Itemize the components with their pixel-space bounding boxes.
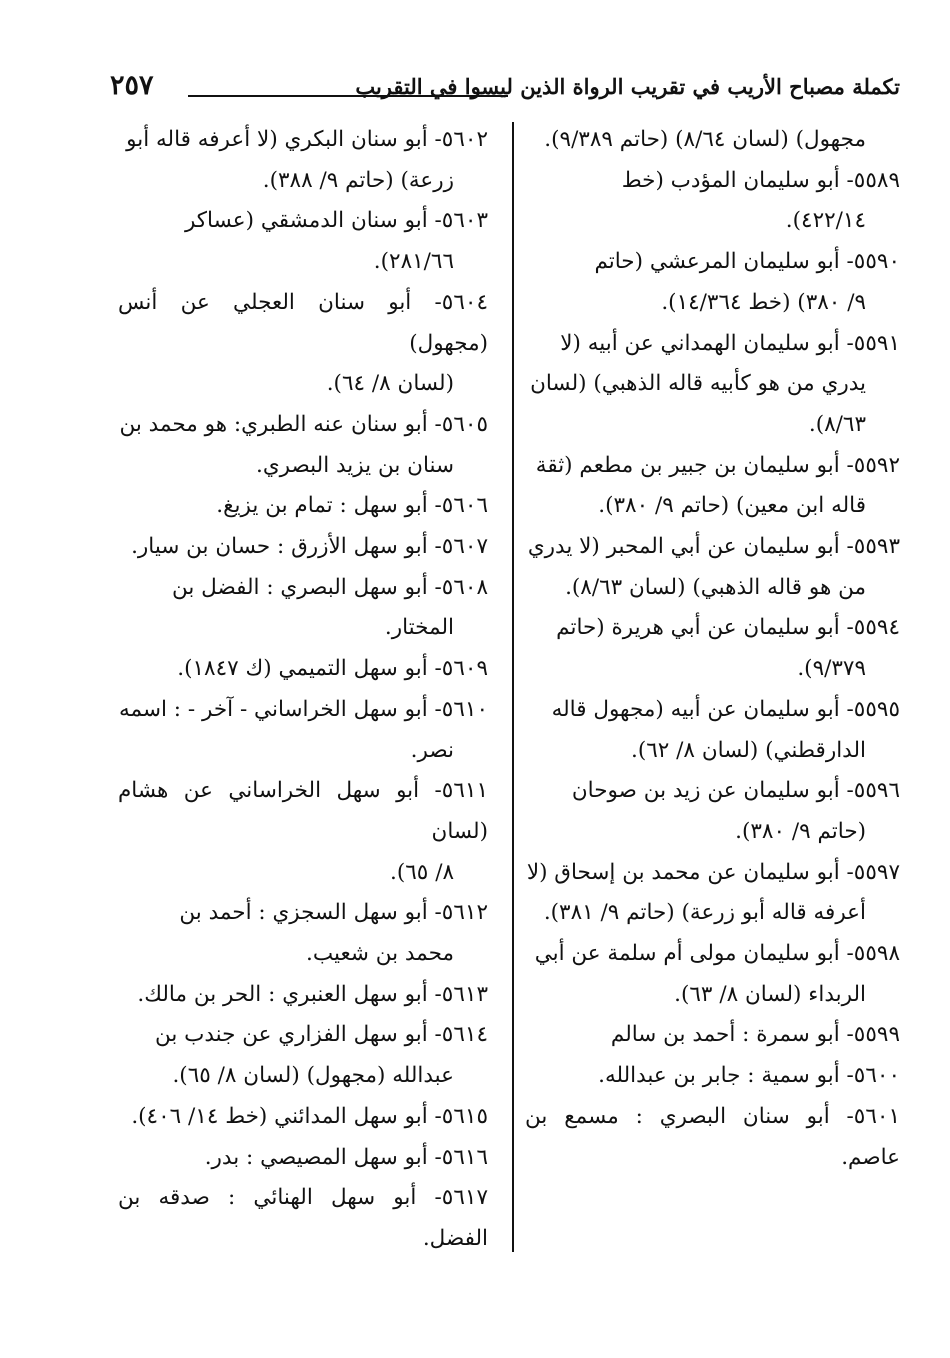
entry xyxy=(118,1015,488,1096)
entry-line: ٥٦١٧- أبو سهل الهنائي : صدقه بن الفضل. xyxy=(118,1185,488,1251)
entry-line: سنان بن يزيد البصري. xyxy=(256,452,454,478)
entry xyxy=(525,690,900,771)
entry xyxy=(118,1178,488,1259)
entry-line: نصر. xyxy=(410,737,454,763)
entry xyxy=(525,771,900,852)
entry-line: ٨/ ٦٥). xyxy=(390,859,454,885)
entry-line: ٥٥٩٥- أبو سليمان عن أبيه (مجهول قاله xyxy=(551,696,900,722)
entry xyxy=(525,242,900,323)
entry xyxy=(525,853,900,934)
entry-line: ٥٥٩١- أبو سليمان الهمداني عن أبيه (لا xyxy=(560,330,900,356)
column-divider xyxy=(512,122,514,1252)
entry-line: ٥٥٩٤- أبو سليمان عن أبي هريرة (حاتم xyxy=(556,615,900,641)
entry xyxy=(118,893,488,974)
entry-line: ٤٢٢/١٤). xyxy=(785,208,866,234)
entry-line: محمد بن شعيب. xyxy=(306,941,454,967)
entry-line: ٥٦١٤- أبو سهل الفزاري عن جندب بن xyxy=(154,1022,488,1048)
entry xyxy=(118,771,488,893)
entry-line: زرعة) (حاتم ٩/ ٣٨٨). xyxy=(262,167,454,193)
entry xyxy=(118,527,488,568)
entry xyxy=(525,1056,900,1097)
entry-line: الدارقطني) (لسان ٨/ ٦٢). xyxy=(631,737,866,763)
entry-line: ٥٦٠٩- أبو سهل التميمي (ك ١٨٤٧). xyxy=(177,656,488,682)
entry xyxy=(525,161,900,242)
entry xyxy=(118,283,488,405)
entry-line: ٥٦٠٨- أبو سهل البصري : الفضل بن xyxy=(171,574,488,600)
entry-line: ٥٦٠٤- أبو سنان العجلي عن أنس (مجهول) xyxy=(118,289,488,356)
entry-line: ٥٥٩٨- أبو سليمان مولى أم سلمة عن أبي xyxy=(534,941,900,967)
entry-line: ٥٦٠٣- أبو سنان الدمشقي (عساكر xyxy=(184,208,488,234)
entry-line: (لسان ٨/ ٦٤). xyxy=(326,371,454,397)
running-header xyxy=(110,68,900,118)
entry-line: ٥٥٩٢- أبو سليمان بن جبير بن مطعم (ثقة xyxy=(535,452,900,478)
entry xyxy=(118,690,488,771)
entry-line: ٥٥٩٩- أبو سمرة : أحمد بن سالم xyxy=(610,1022,900,1048)
entry-line: ٥٦١٦- أبو سهل المصيصي : بدر. xyxy=(204,1144,488,1170)
entry xyxy=(118,120,488,201)
entry xyxy=(118,568,488,649)
entry xyxy=(525,1097,900,1178)
entry-line: مجهول) (لسان ٨/٦٤) (حاتم ٩/٣٨٩). xyxy=(544,127,866,152)
entry xyxy=(525,1015,900,1056)
entry-line: ٥٥٩٦- أبو سليمان عن زيد بن صوحان xyxy=(571,778,900,804)
entry-line: ٩/ ٣٨٠) (خط ١٤/٣٦٤). xyxy=(661,289,866,315)
entry-line: ٢٨١/٦٦). xyxy=(373,249,454,275)
entry-line: ٥٥٨٩- أبو سليمان المؤدب (خط xyxy=(621,167,900,193)
entry-line: ٥٦٠٦- أبو سهل : تمام بن يزيغ. xyxy=(216,493,488,519)
entry-line: ٥٦١٣- أبو سهل العنبري : الحر بن مالك. xyxy=(137,981,488,1007)
entry xyxy=(118,975,488,1016)
entry-line: (حاتم ٩/ ٣٨٠). xyxy=(735,818,866,844)
entry xyxy=(525,527,900,608)
entry xyxy=(525,120,900,161)
entry-line: ٥٥٩٧- أبو سليمان عن محمد بن إسحاق (لا xyxy=(526,859,900,885)
entry xyxy=(118,1097,488,1138)
entry xyxy=(525,324,900,446)
entry-line: يدري من هو كأبيه قاله الذهبي) (لسان xyxy=(530,371,866,397)
entry-line: ٥٦٠١- أبو سنان البصري : مسمع بن عاصم. xyxy=(525,1103,900,1170)
entry-line: ٩/٣٧٩). xyxy=(797,656,866,682)
entry-line: من هو قاله الذهبي) (لسان ٨/٦٣). xyxy=(565,574,866,600)
entry xyxy=(525,608,900,689)
entry-line: ٨/٦٣). xyxy=(808,411,866,437)
entry xyxy=(118,201,488,282)
entry xyxy=(118,405,488,486)
entry-line: ٥٦٠٠- أبو سمية : جابر بن عبدالله. xyxy=(598,1063,900,1089)
entry xyxy=(525,446,900,527)
entry-line: ٥٦١٥- أبو سهل المدائني (خط ١٤/ ٤٠٦). xyxy=(131,1103,488,1129)
header-title: تكملة مصباح الأريب في تقريب الرواة الذين ليسوا في التقريب xyxy=(355,74,900,99)
entry-line: المختار. xyxy=(384,615,454,641)
entry-line: ٥٦٠٧- أبو سهل الأزرق : حسان بن سيار. xyxy=(131,534,488,560)
entry xyxy=(118,1138,488,1179)
entry-line: قاله ابن معين) (حاتم ٩/ ٣٨٠). xyxy=(598,493,866,519)
entry xyxy=(118,649,488,690)
entry xyxy=(118,486,488,527)
right-column xyxy=(525,120,900,1178)
header-rule xyxy=(188,95,508,97)
entry xyxy=(525,934,900,1015)
entry-line: عبدالله (مجهول) (لسان ٨/ ٦٥). xyxy=(172,1063,454,1089)
entry-line: ٥٥٩٣- أبو سليمان عن أبي المحبر (لا يدري xyxy=(527,534,900,560)
left-column xyxy=(118,120,488,1260)
entry-line: الربداء (لسان ٨/ ٦٣). xyxy=(674,981,866,1007)
entry-line: ٥٦١٢- أبو سهل السجزي : أحمد بن xyxy=(179,900,488,926)
entry-line: ٥٦١٠- أبو سهل الخراساني - آخر - : اسمه xyxy=(119,696,488,722)
entry-line: ٥٦٠٢- أبو سنان البكري (لا أعرفه قاله أبو xyxy=(126,127,488,152)
entry-line: ٥٦٠٥- أبو سنان عنه الطبري: هو محمد بن xyxy=(119,411,488,437)
page-number: ٢٥٧ xyxy=(110,70,154,101)
entry-line: ٥٦١١- أبو سهل الخراساني عن هشام (لسان xyxy=(118,778,488,844)
entry-line: ٥٥٩٠- أبو سليمان المرعشي (حاتم xyxy=(594,249,900,275)
entry-line: أعرفه قاله أبو زرعة) (حاتم ٩/ ٣٨١). xyxy=(543,900,866,926)
